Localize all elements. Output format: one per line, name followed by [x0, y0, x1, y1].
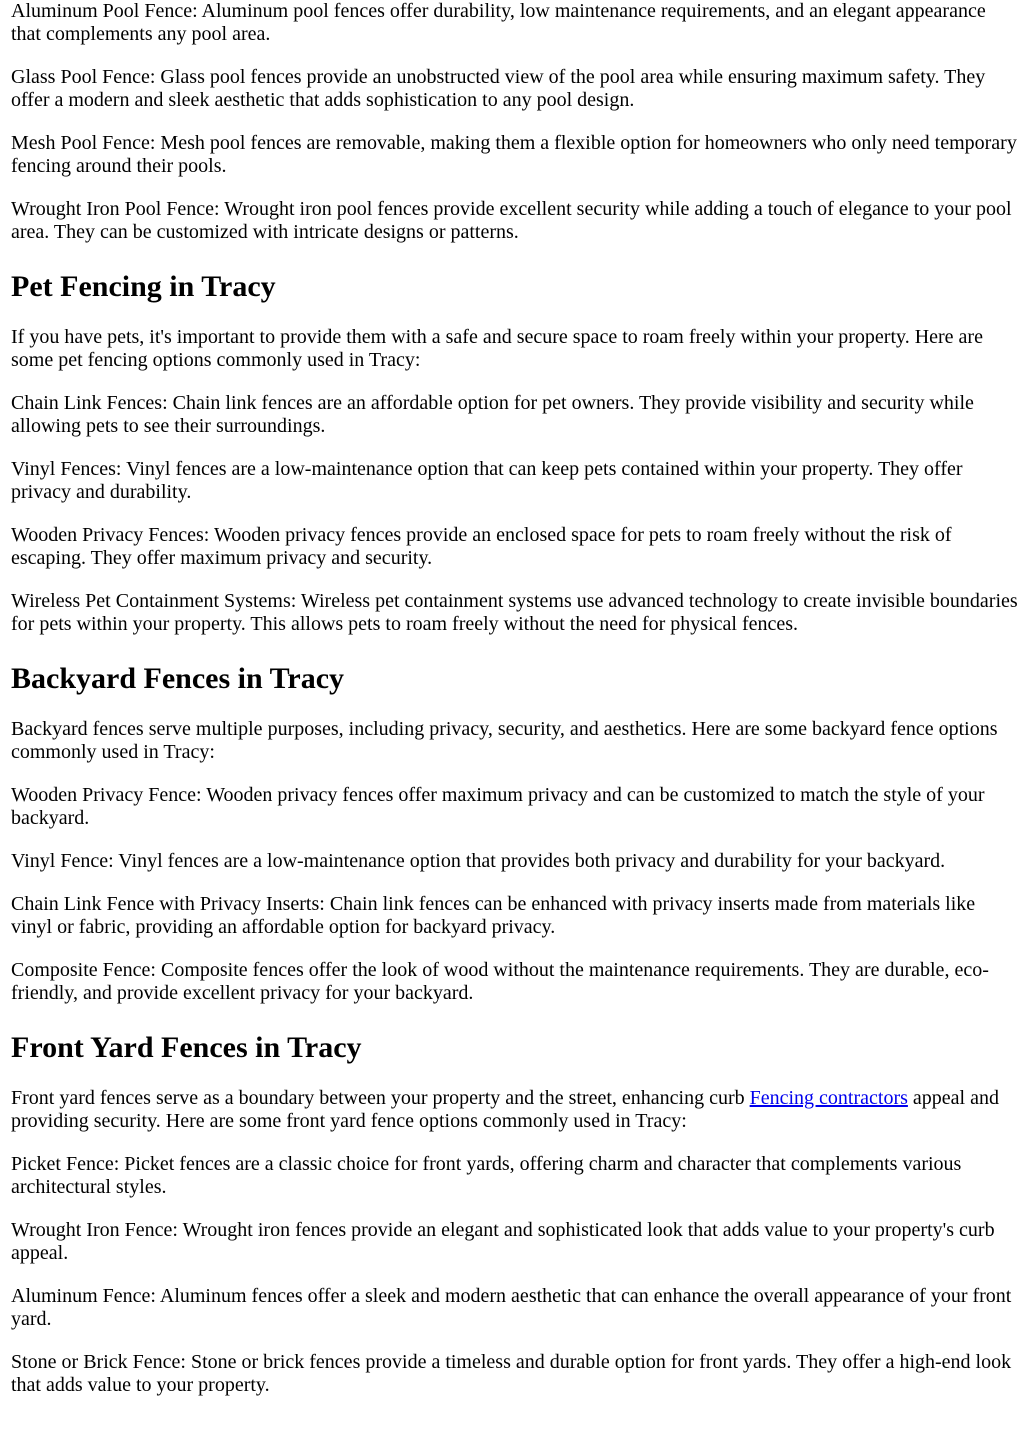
backyard-item-wooden-privacy: Wooden Privacy Fence: Wooden privacy fences offer maximum privacy and can be customized to match the style of your backyard.: [11, 784, 985, 829]
pet-item-chain-link: Chain Link Fences: Chain link fences are an affordable option for pet owners. They provide visibility and security while allowing pets to see their surroundings.: [11, 392, 974, 437]
front-yard-intro-text-end: appeal and providing security. Here are some front yard fence options commonly used in Tracy:: [11, 1087, 999, 1132]
backyard-intro: Backyard fences serve multiple purposes, including privacy, security, and aesthetics. Here are some backyard fence options commonly used in Tracy:: [11, 718, 998, 763]
front-yard-intro-text-start: Front yard fences serve as a boundary between your property and the street, enhancing curb: [11, 1087, 750, 1109]
fencing-contractors-link[interactable]: Fencing contractors: [749, 1087, 908, 1109]
backyard-item-chain-link-inserts: Chain Link Fence with Privacy Inserts: Chain link fences can be enhanced with privacy inserts made from materials like vinyl or fabric, providing an affordable option for backyard privacy.: [11, 893, 976, 938]
front-item-stone-brick: Stone or Brick Fence: Stone or brick fences provide a timeless and durable option for front yards. They offer a high-end look that adds value to your property.: [11, 1351, 1012, 1396]
pet-fencing-heading: Pet Fencing in Tracy: [11, 270, 276, 303]
front-item-picket: Picket Fence: Picket fences are a classic choice for front yards, offering charm and character that complements various architectural styles.: [11, 1153, 962, 1198]
pet-item-vinyl: Vinyl Fences: Vinyl fences are a low-maintenance option that can keep pets contained within your property. They offer privacy and durability.: [11, 458, 963, 503]
front-item-aluminum: Aluminum Fence: Aluminum fences offer a sleek and modern aesthetic that can enhance the overall appearance of your front yard.: [11, 1285, 1012, 1330]
backyard-item-vinyl: Vinyl Fence: Vinyl fences are a low-maintenance option that provides both privacy and durability for your backyard.: [11, 850, 946, 872]
pool-item-wrought-iron: Wrought Iron Pool Fence: Wrought iron pool fences provide excellent security while adding a touch of elegance to your pool area. They can be customized with intricate designs or patterns.: [11, 198, 1012, 243]
pool-item-mesh: Mesh Pool Fence: Mesh pool fences are removable, making them a flexible option for homeowners who only need temporary fencing around their pools.: [11, 132, 1017, 177]
pet-item-wooden-privacy: Wooden Privacy Fences: Wooden privacy fences provide an enclosed space for pets to roam freely without the risk of escaping. They offer maximum privacy and security.: [11, 524, 952, 569]
backyard-fences-heading: Backyard Fences in Tracy: [11, 662, 345, 695]
front-yard-fences-heading: Front Yard Fences in Tracy: [11, 1031, 362, 1064]
pool-item-glass: Glass Pool Fence: Glass pool fences provide an unobstructed view of the pool area while ensuring maximum safety. They offer a modern and sleek aesthetic that adds sophistication to any pool design.: [11, 66, 986, 111]
backyard-item-composite: Composite Fence: Composite fences offer the look of wood without the maintenance requirements. They are durable, eco-friendly, and provide excellent privacy for your backyard.: [11, 959, 989, 1004]
pet-fencing-intro: If you have pets, it's important to provide them with a safe and secure space to roam freely within your property. Here are some pet fencing options commonly used in Tracy:: [11, 326, 983, 371]
pool-item-aluminum: Aluminum Pool Fence: Aluminum pool fences offer durability, low maintenance requirements, and an elegant appearance that complements any pool area.: [11, 0, 986, 45]
front-yard-intro: [11, 1087, 1018, 1133]
pet-item-wireless: Wireless Pet Containment Systems: Wireless pet containment systems use advanced technology to create invisible boundaries for pets within your property. This allows pets to roam freely without the need for physical fences.: [11, 590, 1018, 635]
document-content: [11, 0, 1018, 1417]
front-item-wrought-iron: Wrought Iron Fence: Wrought iron fences provide an elegant and sophisticated look that adds value to your property's curb appeal.: [11, 1219, 995, 1264]
